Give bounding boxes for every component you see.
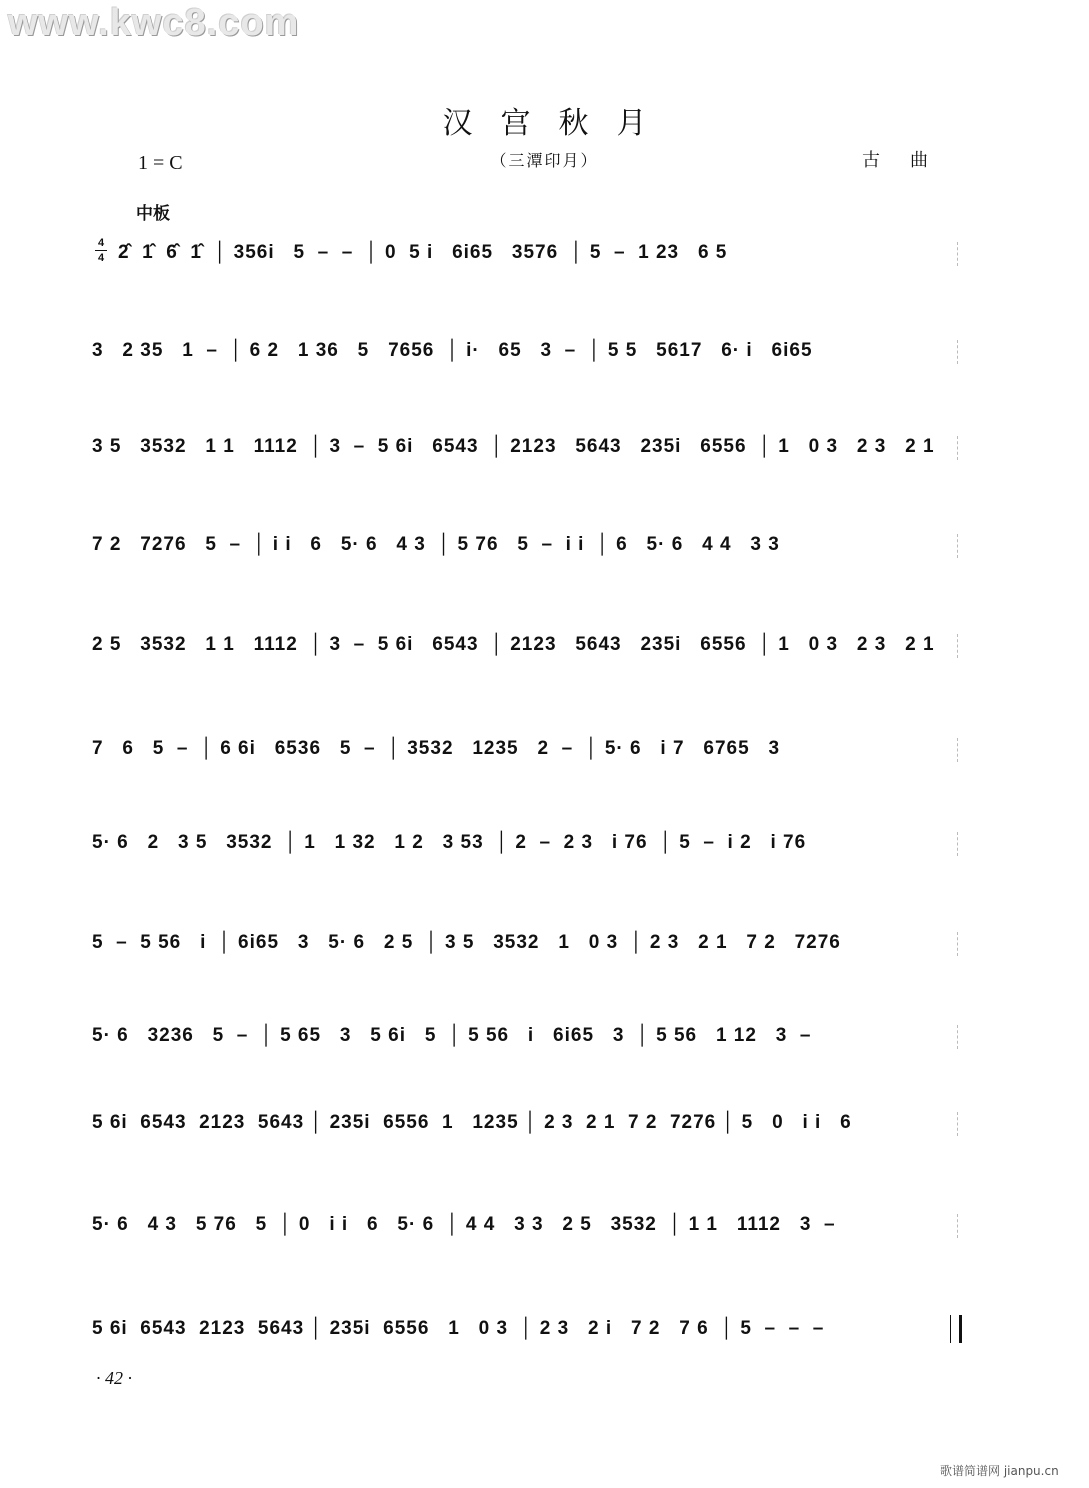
- score-line: 5 6i 6543 2123 5643 │ 235i 6556 1 1235 │ 2 3 2 1 7 2 7276 │ 5 0 i i 6: [92, 1112, 852, 1133]
- score-line: 7 6 5 – │ 6 6i 6536 5 – │ 3532 1235 2 – │ 5· 6 i 7 6765 3: [92, 738, 781, 759]
- line-edge-mark: [957, 1025, 960, 1049]
- score-line: 7 2 7276 5 – │ i i 6 5· 6 4 3 │ 5 76 5 – i i │ 6 5· 6 4 4 3 3: [92, 534, 780, 555]
- line-edge-mark: [957, 738, 960, 762]
- line-edge-mark: [957, 932, 960, 956]
- score-line: 5 – 5 56 i │ 6i65 3 5· 6 2 5 │ 3 5 3532 1 0 3 │ 2 3 2 1 7 2 7276: [92, 932, 841, 953]
- line-edge-mark: [957, 436, 960, 460]
- score-line: 5· 6 3236 5 – │ 5 65 3 5 6i 5 │ 5 56 i 6i65 3 │ 5 56 1 12 3 –: [92, 1025, 812, 1046]
- line-edge-mark: [957, 634, 960, 658]
- time-signature-denominator: 4: [97, 252, 105, 264]
- final-barline: [950, 1315, 962, 1343]
- line-edge-mark: [957, 242, 960, 266]
- line-edge-mark: [957, 1112, 960, 1136]
- line-edge-mark: [957, 832, 960, 856]
- line-edge-mark: [957, 1214, 960, 1238]
- line-edge-mark: [957, 534, 960, 558]
- score-line: 5· 6 2 3 5 3532 │ 1 1 32 1 2 3 53 │ 2 – 2 3 i 76 │ 5 – i 2 i 76: [92, 832, 807, 853]
- subtitle: （三潭印月）: [490, 151, 599, 170]
- key-signature: 1 = C: [138, 152, 183, 174]
- score-line: 5· 6 4 3 5 76 5 │ 0 i i 6 5· 6 │ 4 4 3 3 2 5 3532 │ 1 1 1112 3 –: [92, 1214, 836, 1235]
- score-line: 3 5 3532 1 1 1112 │ 3 – 5 6i 6543 │ 2123 5643 235i 6556 │ 1 0 3 2 3 2 1: [92, 436, 935, 457]
- tempo-marking: 中板: [136, 204, 170, 224]
- score-line: 2 5 3532 1 1 1112 │ 3 – 5 6i 6543 │ 2123 5643 235i 6556 │ 1 0 3 2 3 2 1: [92, 634, 935, 655]
- score-line: 2̂ 1̂ 6̂ 1̂ │ 356i 5 – – │ 0 5 i 6i65 3576 │ 5 – 1 23 6 5: [118, 242, 728, 263]
- page-title: 汉宫秋月: [442, 106, 675, 141]
- time-signature-numerator: 4: [97, 237, 105, 249]
- page-number: · 42 ·: [96, 1368, 132, 1388]
- watermark-bottom: 歌谱简谱网 jianpu.cn: [940, 1464, 1059, 1478]
- score-line: 5 6i 6543 2123 5643 │ 235i 6556 1 0 3 │ 2 3 2 i 7 2 7 6 │ 5 – – –: [92, 1318, 825, 1339]
- watermark-top: www.kwc8.com: [8, 2, 300, 44]
- line-edge-mark: [957, 340, 960, 364]
- composer: 古曲: [862, 150, 958, 171]
- score-line: 3 2 35 1 – │ 6 2 1 36 5 7656 │ i· 65 3 – │ 5 5 5617 6· i 6i65: [92, 340, 813, 361]
